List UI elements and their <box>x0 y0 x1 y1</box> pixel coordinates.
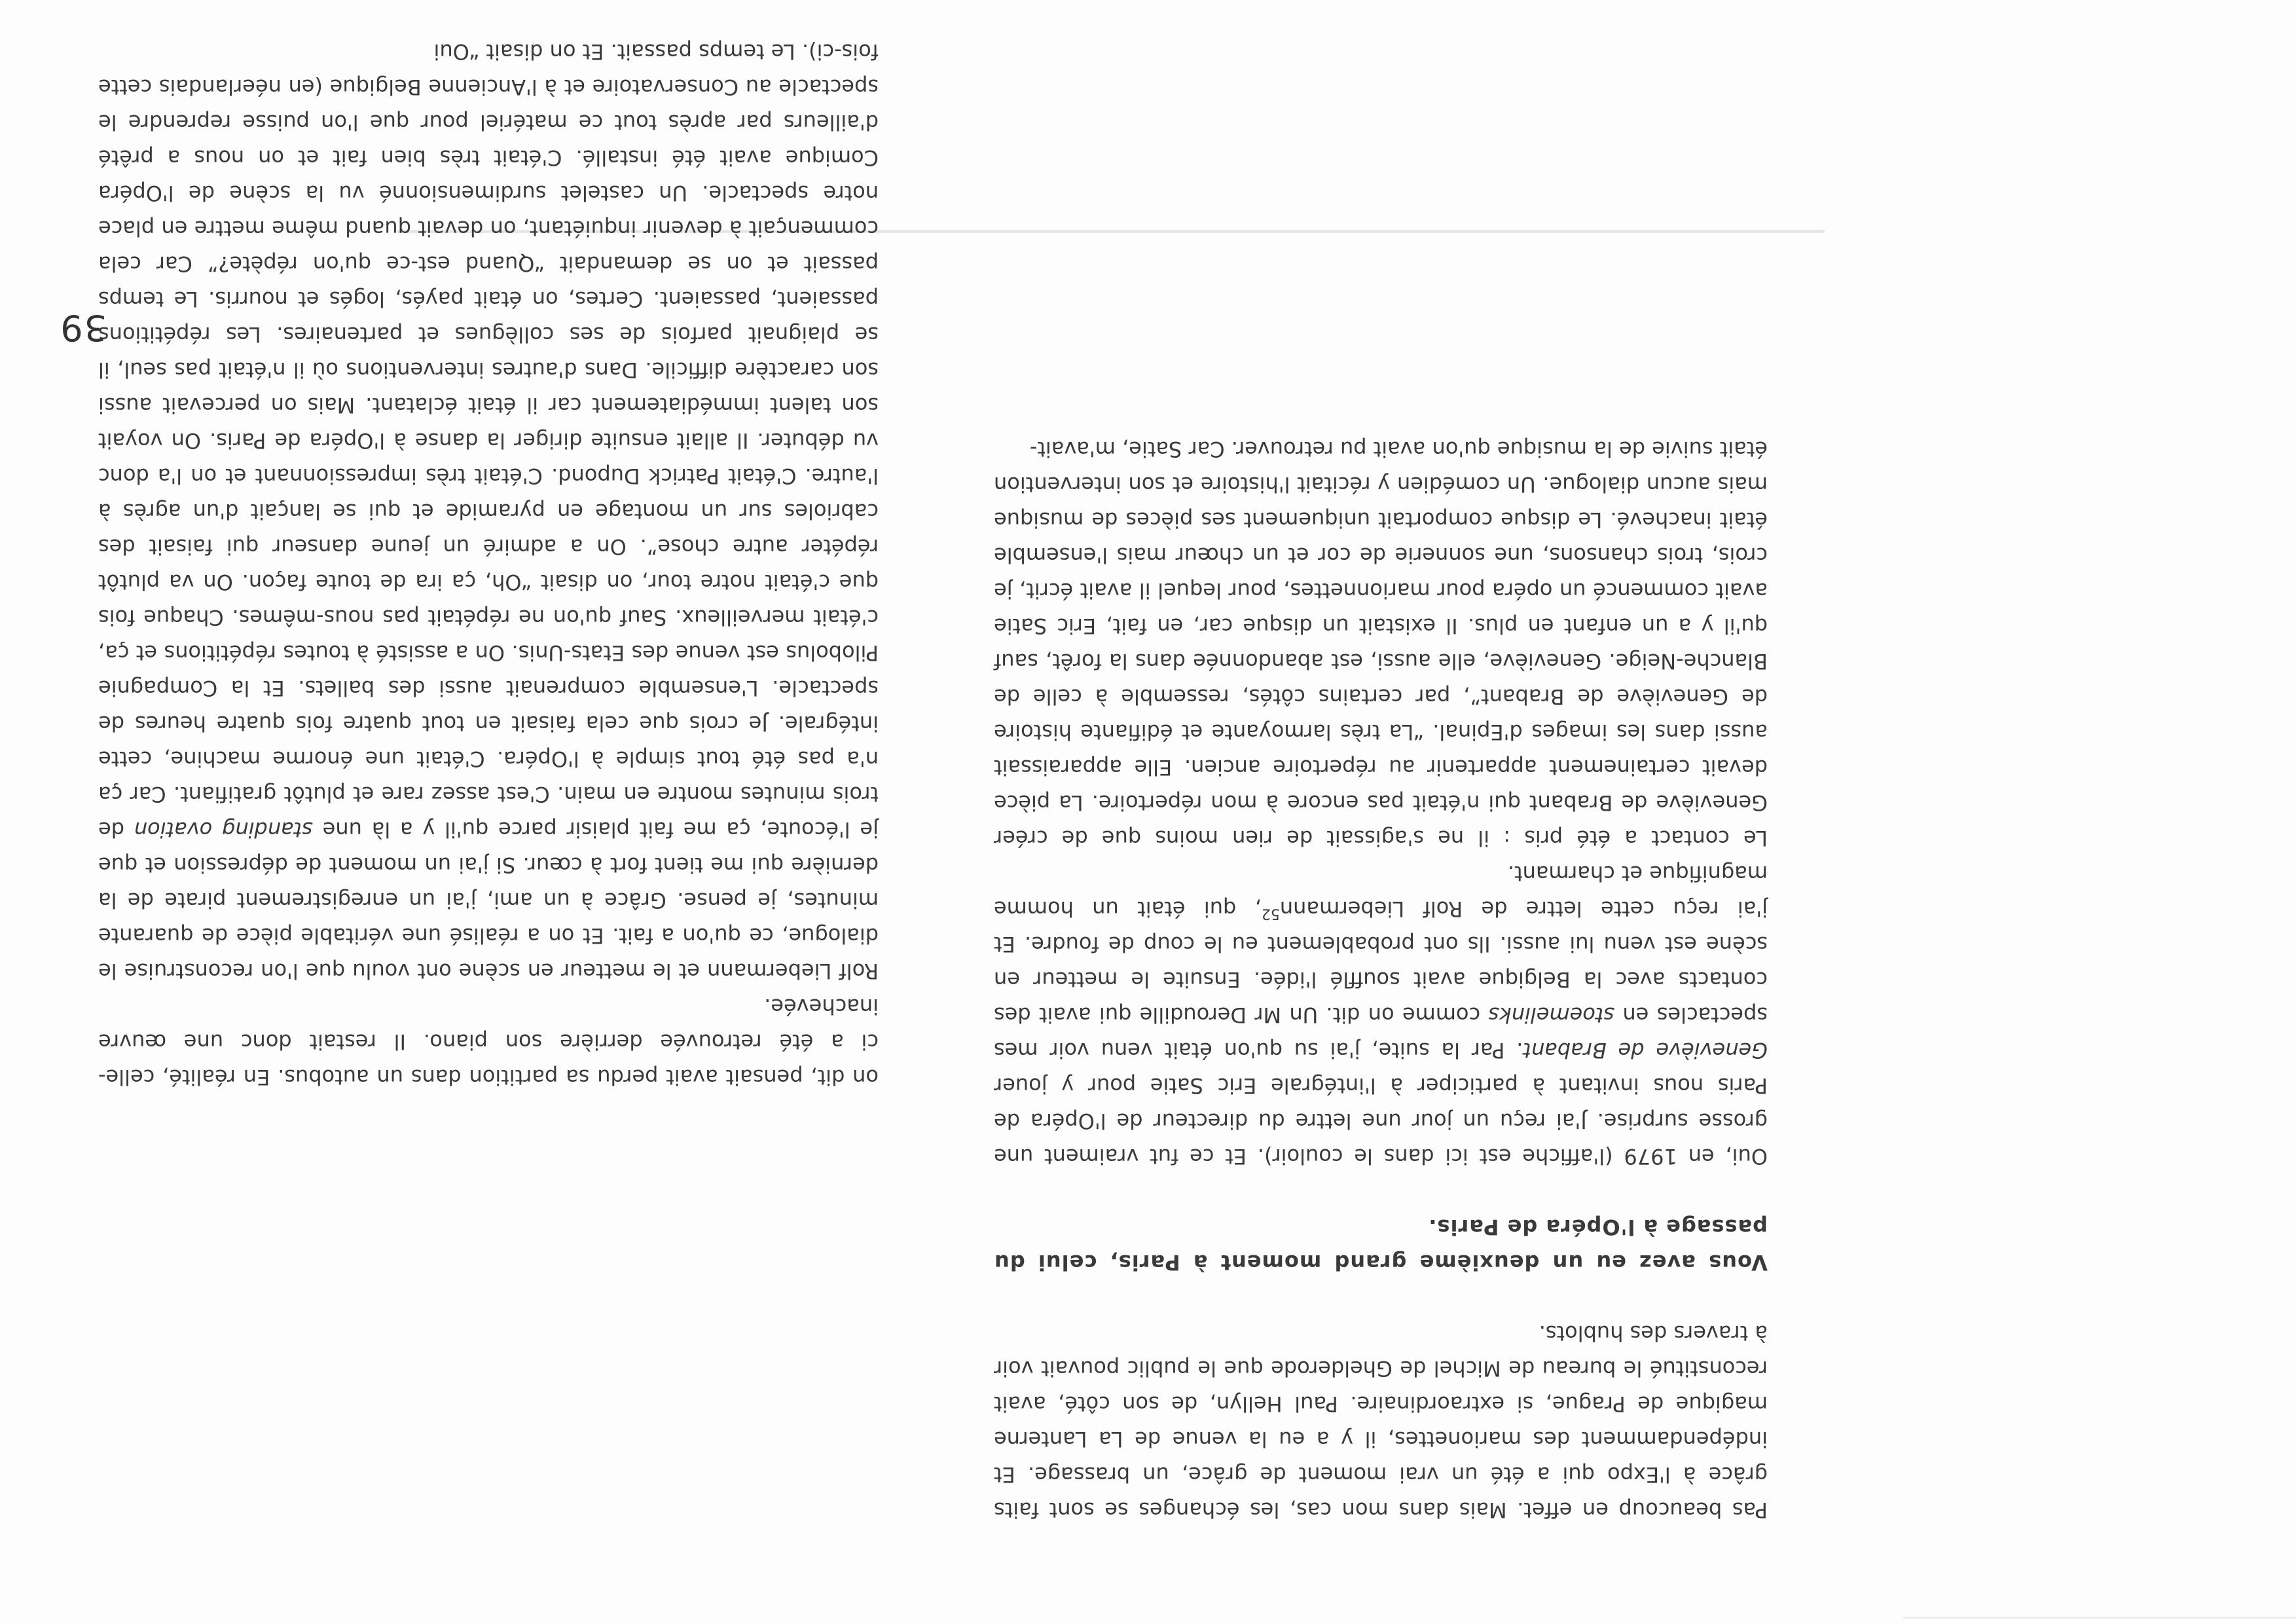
term-standing-ovation: standing ovation <box>134 817 313 842</box>
interview-question: Vous avez eu un deuxième grand moment à Paris, celui du passage à l'Opéra de Paris. <box>994 1215 1768 1275</box>
paragraph-expo: Pas beaucoup en effet. Mais dans mon cas, les échanges se sont faits grâce à l'Expo qui a été un vrai moment de grâce, un brassage. Et indépendamment des marionettes, il y a eu la venue de La Lanterne magique de Prague, si extraordinaire. Paul Hellyn, de son côté, avait reconstitué le bureau de Michel de Ghelderode que le public pouvait voir à travers des hublots. <box>994 1321 1768 1522</box>
left-text-column <box>994 432 1768 1528</box>
paragraph-partition: on dit, pensait avait perdu sa partition dans un autobus. En réalité, celle-ci a été retrouvée derrière son piano. Il restait donc une œuvre inachevée. <box>98 994 879 1090</box>
paragraph-opera-invitation: Oui, en 1979 (l'affiche est ici dans le couloir). Et ce fut vraiment une grosse surprise. J'ai reçu un jour une lettre du directeur de l'Opéra de Paris nous invitant à participer à l'intégrale Eric Satie pour y jouer Geneviève de Brabant. Par la suite, j'ai su qu'on était venu voir mes spectacles en stoemelinks comme on dit. Un Mr Deroudille qui avait des contacts avec la Belgique avait soufflé l'idée. Ensuite le metteur en scène est venu lui aussi. Ils ont probablement eu le coup de foudre. Et j'ai reçu cette lettre de Rolf Liebermann$^{52}$, qui était un homme magnifique et charmant. <box>993 861 1768 1169</box>
footnote-marker: 52 <box>1261 905 1280 922</box>
paragraph-liebermann: Rolf Liebermann et le metteur en scène ont voulu que l'on reconstruise le dialogue, ce qu'on a fait. Et on a réalisé une véritable pièce de quarante minutes, je pense. Grâce à un ami, j'ai un enregistrement pirate de la dernière qui me tient fort à cœur. Si j'ai un moment de dépression et que je l'écoute, ça me fait plaisir parce qu'il y a là une standing ovation de trois minutes montre en main. C'est assez rare et plutôt gratifiant. Car ça n'a pas été tout simple à l'Opéra. C'était une énorme machine, cette intégrale. Je crois que cela faisait en tout quatre fois quatre heures de spectacle. L'ensemble comprenait aussi des ballets. Et la Compagnie Pilobolus est venue des Etats-Unis. On a assisté à toutes répétitions et ça, c'était merveilleux. Sauf qu'on ne répétait pas nous-mêmes. Chaque fois que c'était notre tour, on disait “Oh, ça ira de toute façon. On va plutôt répéter autre chose”. On a admiré un jeune danseur qui faisait des cabrioles sur un montage en pyramide et qui se lançait d'un agrès à l'autre. C'était Patrick Dupond. C'était très impressionnant et on l'a donc vu débuter. Il allait ensuite diriger la danse à l'Opéra de Paris. On voyait son talent immédiatement car il était éclatant. Mais on percevait aussi son caractère difficile. Dans d'autres interventions où il n'était pas seul, il se plaignait parfois de ses collègues et partenaires. Les répétitions passaient, passaient. Certes, on était payés, logés et nourris. Le temps passait et on se demandait “Quand est-ce qu'on répète?” Car cela commençait à devenir inquiétant, on devait quand même mettre en place notre spectacle. Un castelet surdimensionné vu la scène de l'Opéra Comique avait été installé. C'était très bien fait et on nous a prêté d'ailleurs par après tout ce matériel pour que l'on puisse reprendre le spectacle au Conservatoire et à l'Ancienne Belgique (en néerlandais cette fois-ci). Le temps passait. Et on disait “Oui <box>98 39 879 984</box>
page-edge-shadow <box>1903 1617 2296 1619</box>
title-genevieve-de-brabant: Geneviève de Brabant <box>1523 1038 1768 1063</box>
term-stoemelinks: stoemelinks <box>1488 1003 1615 1027</box>
right-text-column <box>98 34 879 1095</box>
paragraph-contact: Le contact a été pris : il ne s'agissait de rien moins que de créer Geneviève de Brabant qui n'était pas encore à mon répertoire. La pièce devait certainement appartenir au répertoire ancien. Elle apparaissait aussi dans les images d'Epinal. “La très larmoyante et édifiante histoire de Geneviève de Brabant”, par certains côtés, ressemble à celle de Blanche-Neige. Geneviève, elle aussi, est abandonnée dans la forêt, sauf qu'il y a un enfant en plus. Il existait un disque car, en fait, Eric Satie avait commencé un opéra pour marionnettes, pour lequel il avait écrit, je crois, trois chansons, une sonnerie de cor et un chœur mais l'ensemble était inachevé. Le disque comportait uniquement ses pièces de musique mais aucun dialogue. Un comédien y récitait l'histoire et son intervention était suivie de la musique qu'on avait pu retrouver. Car Satie, m'avait- <box>994 437 1768 851</box>
page-number: 39 <box>59 307 107 348</box>
